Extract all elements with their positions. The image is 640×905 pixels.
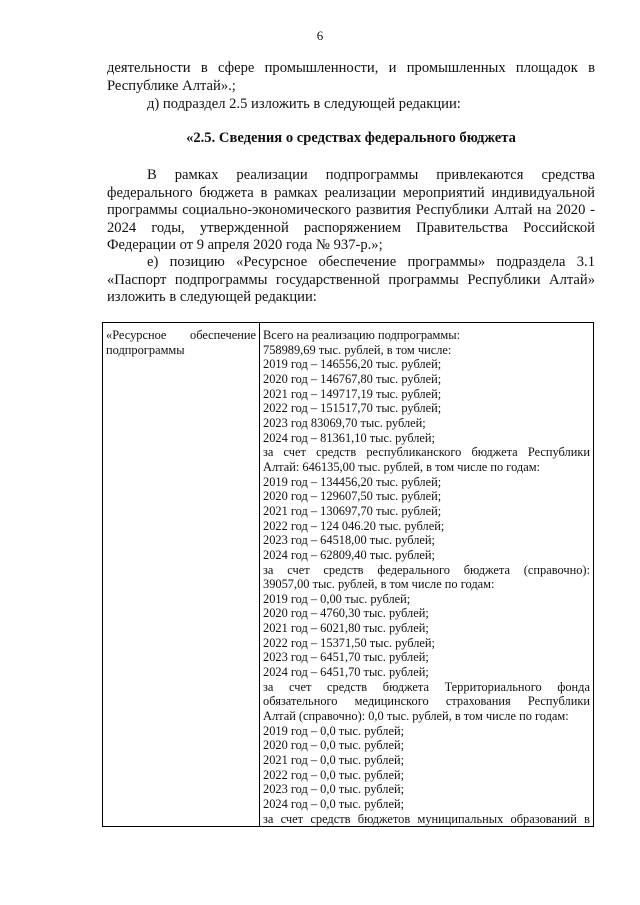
content-line: 2019 год – 134456,20 тыс. рублей; [263,474,442,489]
content-line: 2019 год – 0,0 тыс. рублей; [263,723,405,738]
content-line: 2023 год – 64518,00 тыс. рублей; [263,533,435,548]
content-line: 758989,69 тыс. рублей, в том числе: [263,342,452,357]
content-line: Алтай (справочно): 0,0 тыс. рублей, в том числе по годам: [263,709,569,724]
content-line: 2023 год 83069,70 тыс. рублей; [263,415,426,430]
content-line: 2024 год – 0,0 тыс. рублей; [263,797,405,811]
content-line: 2022 год – 124 046.20 тыс. рублей; [263,518,445,533]
content-line: Всего на реализацию подпрограммы: [263,328,461,342]
paragraph-subsection-d: д) подраздел 2.5 изложить в следующей редакции: [147,96,461,112]
content-line: 2023 год – 6451,70 тыс. рублей; [263,650,429,665]
content-line: Алтай: 646135,00 тыс. рублей, в том числе по годам: [263,459,540,474]
content-line: 2024 год – 6451,70 тыс. рублей; [263,665,429,680]
content-line: 2022 год – 15371,50 тыс. рублей; [263,635,435,650]
content-line: 2022 год – 151517,70 тыс. рублей; [263,401,442,416]
content-line: 2019 год – 146556,20 тыс. рублей; [263,357,442,372]
content-line: за счет средств бюджета Территориального фонда [263,679,590,694]
content-line: за счет средств республиканского бюджета Республики [263,445,590,460]
paragraph-continuation: деятельности в сфере промышленности, и промышленных площадок в Республике Алтай».; [107,60,595,94]
content-line: 2022 год – 0,0 тыс. рублей; [263,767,405,782]
content-line: 2023 год – 0,0 тыс. рублей; [263,782,405,797]
content-line: 2024 год – 62809,40 тыс. рублей; [263,547,435,562]
page-number: 6 [316,28,324,43]
content-line: 2024 год – 81361,10 тыс. рублей; [263,430,435,445]
content-line: 2020 год – 146767,80 тыс. рублей; [263,371,442,386]
content-line: обязательного медицинского страхования Республики [263,694,590,709]
content-line: 2021 год – 130697,70 тыс. рублей; [263,503,442,518]
content-line: 2020 год – 129607,50 тыс. рублей; [263,489,442,504]
content-line: 2020 год – 4760,30 тыс. рублей; [263,606,429,621]
table-label-cell: «Ресурсное обеспечение подпрограммы [103,323,260,827]
content-line: 2021 год – 0,0 тыс. рублей; [263,753,405,768]
content-line: 2021 год – 6021,80 тыс. рублей; [263,621,429,636]
paragraph-federal-funds: В рамках реализации подпрограммы привлекаются средства федерального бюджета в рамках реализации мероприятий индивидуальной программы социально-экономического развития Республики Алтай на 2020 - 2024 годы, утвержденной распоряжением Правительства Российской Федерации от 9 апреля 2020 года № 937-р.»; [107,167,595,253]
paragraph-subsection-e: е) позицию «Ресурсное обеспечение программы» подраздела 3.1 «Паспорт подпрограммы государственной программы Республики Алтай» изложить в следующей редакции: [107,254,595,305]
table-content-cell [260,323,594,827]
resource-table [102,322,594,827]
section-heading: «2.5. Сведения о средствах федерального бюджета [186,130,516,146]
content-line: 39057,00 тыс. рублей, в том числе по годам: [263,577,495,592]
content-line: 2021 год – 149717,19 тыс. рублей; [263,386,442,401]
content-line: за счет средств бюджетов муниципальных образований в [263,811,590,826]
content-line: за счет средств федерального бюджета (справочно): [263,562,590,577]
content-line: 2020 год – 0,0 тыс. рублей; [263,738,405,753]
table-row [103,323,594,827]
content-line: 2019 год – 0,00 тыс. рублей; [263,591,411,606]
